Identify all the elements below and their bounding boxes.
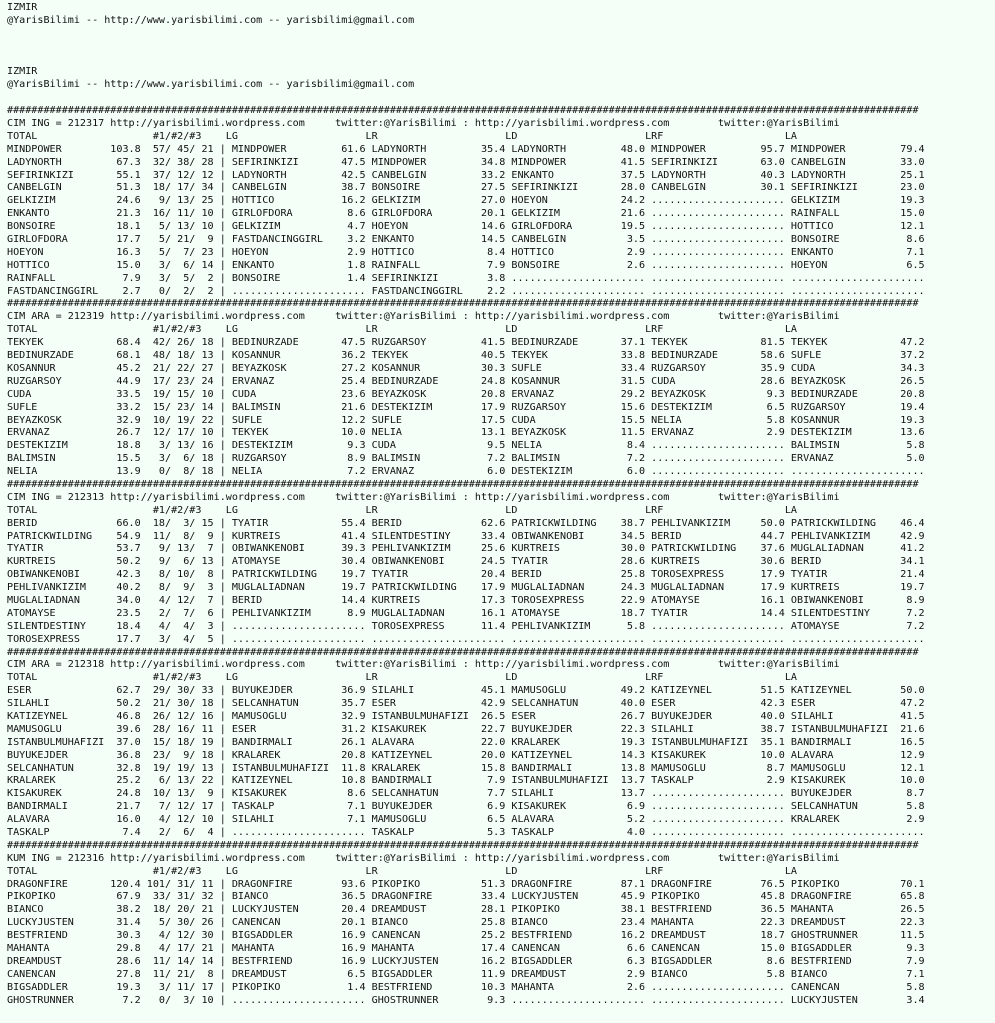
text-line <box>7 92 995 105</box>
text-line: ESER 62.7 29/ 30/ 33 | BÜYÜKEJDER 36.9 SILAHLI 45.1 MAMUSOGLU 49.2 KATIZEYNEL 51.5 KATIZEYNEL 50.0 <box>7 685 925 697</box>
text-line: DREAMDUST 28.6 11/ 14/ 14 | BESTFRIEND 16.9 LUCKYJUSTEN 16.2 BIGSADDLER 6.3 BIGSADDLER 8.6 BESTFRIEND 7.9 <box>7 955 925 967</box>
text-line: ISTANBULMUHAFIZI 37.0 15/ 18/ 19 | BANDIRMALI 26.1 ALAVARA 22.0 KRALAREK 19.3 ISTANBULMUHAFIZI 35.1 BANDIRMALI 16.5 <box>7 736 925 748</box>
text-line: FASTDANCINGGIRL 2.7 0/ 2/ 2 | ...................... FASTDANCINGGIRL 2.2 ...................... ...................... ...................... <box>7 285 925 297</box>
text-line: KRALAREK 25.2 6/ 13/ 22 | KATIZEYNEL 10.8 BANDIRMALI 7.9 ISTANBULMUHAFIZI 13.7 TASKALP 2.9 KISAKÜREK 10.0 <box>7 775 925 787</box>
text-line: MAMUSOGLU 39.6 28/ 16/ 11 | ESER 31.2 KISAKÜREK 22.7 BÜYÜKEJDER 22.3 SILAHLI 38.7 ISTANBULMUHAFIZI 21.6 <box>7 723 925 735</box>
text-line: BERID 66.0 18/ 3/ 15 | TYATIR 55.4 BERID 62.6 PATRICKWILDING 38.7 PEHLIVANKIZIM 50.0 PATRICKWILDING 46.4 <box>7 517 925 529</box>
text-line: RAINFALL 7.9 3/ 5/ 2 | BONSOIRE 1.4 SEFIRINKIZI 3.8 ...................... ...................... ...................... <box>7 272 925 284</box>
text-line: MINDPOWER 103.8 57/ 45/ 21 | MINDPOWER 61.6 LADYNORTH 35.4 LADYNORTH 48.0 MINDPOWER 95.7 MINDPOWER 79.4 <box>7 143 925 155</box>
text-line: PIKOPIKO 67.9 33/ 31/ 32 | BIANCO 36.5 DRAGONFIRE 33.4 LUCKYJUSTEN 45.9 PIKOPIKO 45.8 DRAGONFIRE 65.8 <box>7 891 925 903</box>
text-line: CANBELGIN 51.3 18/ 17/ 34 | CANBELGIN 38.7 BONSOIRE 27.5 SEFIRINKIZI 28.0 CANBELGIN 30.1 SEFIRINKIZI 23.0 <box>7 182 925 194</box>
text-line: ###################################################################################################################################################### <box>7 478 919 490</box>
text-line: BEYAZKÖSK 32.9 10/ 19/ 22 | SUFLE 12.2 SUFLE 17.5 CÜDA 15.5 NELIA 5.8 KOSANNUR 19.3 <box>7 414 925 426</box>
text-line: ###################################################################################################################################################### <box>7 839 919 851</box>
text-line: SILAHLI 50.2 21/ 30/ 18 | SELCANHATUN 35.7 ESER 42.9 SELCANHATUN 40.0 ESER 42.3 ESER 47.2 <box>7 698 925 710</box>
text-line: RÜZGARSOY 44.9 17/ 23/ 24 | ERVANAZ 25.4 BEDINURZADE 24.8 KOSANNUR 31.5 CÜDA 28.6 BEYAZKÖSK 26.5 <box>7 375 925 387</box>
text-line: ALAVARA 16.0 4/ 12/ 10 | SILAHLI 7.1 MAMUSOGLU 6.5 ALAVARA 5.2 ...................... KRALAREK 2.9 <box>7 814 925 826</box>
text-line: GHOSTRUNNER 7.2 0/ 3/ 10 | ...................... GHOSTRUNNER 9.3 ...................... ...................... LUCKYJUSTEN 3.4 <box>7 994 925 1006</box>
text-line: SILENTDESTINY 18.4 4/ 4/ 3 | ...................... TOROSEXPRESS 11.4 PEHLIVANKIZIM 5.8 ...................... ATOMAYSE 7.2 <box>7 620 925 632</box>
text-line <box>7 41 995 54</box>
text-line: BEDINURZADE 68.1 48/ 18/ 13 | KOSANNUR 36.2 TEKYEK 40.5 TEKYEK 33.8 BEDINURZADE 58.6 SUFLE 37.2 <box>7 350 925 362</box>
text-line: ENKANTO 21.3 16/ 11/ 10 | GIRLOFDORA 8.6 GIRLOFDORA 20.1 GELKIZIM 21.6 ...................... RAINFALL 15.0 <box>7 208 925 220</box>
text-line: CIM ING = 212317 http://yarisbilimi.wordpress.com twitter:@YarisBilimi : http://yarisbilimi.wordpress.com twitter:@YarisBilimi <box>7 118 840 130</box>
text-line: ###################################################################################################################################################### <box>7 646 919 658</box>
text-line: HOEYON 16.3 5/ 7/ 23 | HOEYON 2.9 HOTTICO 8.4 HOTTICO 2.9 ...................... ENKANTO 7.1 <box>7 246 925 258</box>
text-line <box>7 54 995 67</box>
text-line: CÜDA 33.5 19/ 15/ 10 | CÜDA 23.6 BEYAZKÖSK 20.8 ERVANAZ 29.2 BEYAZKÖSK 9.3 BEDINURZADE 20.8 <box>7 388 925 400</box>
text-line: ###################################################################################################################################################### <box>7 105 919 117</box>
text-line: BIANCO 38.2 18/ 20/ 21 | LUCKYJUSTEN 20.4 DREAMDUST 28.1 PIKOPIKO 38.1 BESTFRIEND 36.5 MAHANTA 26.5 <box>7 904 925 916</box>
text-line: NELIA 13.9 0/ 8/ 18 | NELIA 7.2 ERVANAZ 6.0 DESTEKIZIM 6.0 ...................... ...................... <box>7 466 925 478</box>
text-line: LADYNORTH 67.3 32/ 38/ 28 | SEFIRINKIZI 47.5 MINDPOWER 34.8 MINDPOWER 41.5 SEFIRINKIZI 63.0 CANBELGIN 33.0 <box>7 156 925 168</box>
text-line: PATRICKWILDING 54.9 11/ 8/ 9 | KURTREIS 41.4 SILENTDESTINY 33.4 OBIWANKENOBI 34.5 BERID 44.7 PEHLIVANKIZIM 42.9 <box>7 530 925 542</box>
text-line: KUM ING = 212316 http://yarisbilimi.wordpress.com twitter:@YarisBilimi : http://yarisbilimi.wordpress.com twitter:@YarisBilimi <box>7 852 840 864</box>
text-line: TYATIR 53.7 9/ 13/ 7 | OBIWANKENOBI 39.3 PEHLIVANKIZIM 25.6 KURTREIS 30.0 PATRICKWILDING 37.6 MUGLALIADNAN 41.2 <box>7 543 925 555</box>
text-line: DRAGONFIRE 120.4 101/ 31/ 11 | DRAGONFIRE 93.6 PIKOPIKO 51.3 DRAGONFIRE 87.1 DRAGONFIRE 76.5 PIKOPIKO 70.1 <box>7 878 925 890</box>
text-line: CIM ING = 212313 http://yarisbilimi.wordpress.com twitter:@YarisBilimi : http://yarisbilimi.wordpress.com twitter:@YarisBilimi <box>7 491 840 503</box>
text-line: KISAKÜREK 24.8 10/ 13/ 9 | KISAKÜREK 8.6 SELCANHATUN 7.7 SILAHLI 13.7 ...................... BÜYÜKEJDER 8.7 <box>7 788 925 800</box>
text-line <box>7 28 995 41</box>
text-line: GIRLOFDORA 17.7 5/ 21/ 9 | FASTDANCINGGIRL 3.2 ENKANTO 14.5 CANBELGIN 3.5 ...................... BONSOIRE 8.6 <box>7 234 925 246</box>
text-line: HOTTICO 15.0 3/ 6/ 14 | ENKANTO 1.8 RAINFALL 7.9 BONSOIRE 2.6 ...................... HOEYON 6.5 <box>7 259 925 271</box>
text-line: ###################################################################################################################################################### <box>7 298 919 310</box>
text-line: ERVANAZ 26.7 12/ 17/ 10 | TEKYEK 10.0 NELIA 13.1 BEYAZKÖSK 11.5 ERVANAZ 2.9 DESTEKIZIM 13.6 <box>7 427 925 439</box>
text-line: IZMIR <box>7 2 38 13</box>
text-line: TOTAL #1/#2/#3 LG LR LD LRF LA <box>7 324 798 336</box>
text-line: MAHANTA 29.8 4/ 17/ 21 | MAHANTA 16.9 MAHANTA 17.4 CANENCAN 6.6 CANENCAN 15.0 BIGSADDLER 9.3 <box>7 943 925 955</box>
text-line: GELKIZIM 24.6 9/ 13/ 25 | HOTTICO 16.2 GELKIZIM 27.0 HOEYON 24.2 ...................... GELKIZIM 19.3 <box>7 195 925 207</box>
text-line: KATIZEYNEL 46.8 26/ 12/ 16 | MAMUSOGLU 32.9 ISTANBULMUHAFIZI 26.5 ESER 26.7 BÜYÜKEJDER 40.0 SILAHLI 41.5 <box>7 710 925 722</box>
text-line: BIGSADDLER 19.3 3/ 11/ 17 | PIKOPIKO 1.4 BESTFRIEND 10.3 MAHANTA 2.6 ...................... CANENCAN 5.8 <box>7 981 925 993</box>
text-line: SUFLE 33.2 15/ 23/ 14 | BALIMSIN 21.6 DESTEKIZIM 17.9 RÜZGARSOY 15.6 DESTEKIZIM 6.5 RÜZGARSOY 19.4 <box>7 401 925 413</box>
text-line: PEHLIVANKIZIM 40.2 8/ 9/ 3 | MUGLALIADNAN 19.7 PATRICKWILDING 17.9 MUGLALIADNAN 24.3 MUGLALIADNAN 17.9 KURTREIS 19.7 <box>7 582 925 594</box>
text-line: BALIMSIN 15.5 3/ 6/ 18 | RÜZGARSOY 8.9 BALIMSIN 7.2 BALIMSIN 7.2 ...................... ERVANAZ 5.0 <box>7 453 925 465</box>
text-line: BANDIRMALI 21.7 7/ 12/ 17 | TASKALP 7.1 BÜYÜKEJDER 6.9 KISAKÜREK 6.9 ...................... SELCANHATUN 5.8 <box>7 801 925 813</box>
text-line: BÜYÜKEJDER 36.8 23/ 9/ 18 | KRALAREK 20.8 KATIZEYNEL 20.0 KATIZEYNEL 14.3 KISAKÜREK 10.0 ALAVARA 12.9 <box>7 749 925 761</box>
text-line: CIM ARA = 212319 http://yarisbilimi.wordpress.com twitter:@YarisBilimi : http://yarisbilimi.wordpress.com twitter:@YarisBilimi <box>7 311 840 323</box>
text-line: TASKALP 7.4 2/ 6/ 4 | ...................... TASKALP 5.3 TASKALP 4.0 ...................... ...................... <box>7 827 925 838</box>
text-line: LUCKYJUSTEN 31.4 5/ 30/ 26 | CANENCAN 20.1 BIANCO 25.8 BIANCO 23.4 MAHANTA 22.3 DREAMDUST 22.3 <box>7 917 925 929</box>
text-line: BONSOIRE 18.1 5/ 13/ 10 | GELKIZIM 4.7 HOEYON 14.6 GIRLOFDORA 19.5 ...................... HOTTICO 12.1 <box>7 221 925 233</box>
text-line: TOTAL #1/#2/#3 LG LR LD LRF LA <box>7 504 798 516</box>
text-line: TOTAL #1/#2/#3 LG LR LD LRF LA <box>7 672 798 684</box>
text-line: OBIWANKENOBI 42.3 8/ 10/ 8 | PATRICKWILDING 19.7 TYATIR 20.4 BERID 25.8 TOROSEXPRESS 17.9 TYATIR 21.4 <box>7 569 925 581</box>
text-line: BESTFRIEND 30.3 4/ 12/ 30 | BIGSADDLER 16.9 CANENCAN 25.2 BESTFRIEND 16.2 DREAMDUST 18.7 GHOSTRUNNER 11.5 <box>7 930 925 942</box>
text-line: IZMIR <box>7 66 38 78</box>
text-line: @YarisBilimi -- http://www.yarisbilimi.com -- yarisbilimi@gmail.com <box>7 79 415 91</box>
text-line: CANENCAN 27.8 11/ 21/ 8 | DREAMDUST 6.5 BIGSADDLER 11.9 DREAMDUST 2.9 BIANCO 5.8 BIANCO 7.1 <box>7 968 925 980</box>
text-line: SELCANHATUN 32.8 19/ 19/ 13 | ISTANBULMUHAFIZI 11.8 KRALAREK 15.8 BANDIRMALI 13.8 MAMUSOGLU 8.7 MAMUSOGLU 12.1 <box>7 762 925 774</box>
text-line: KURTREIS 50.2 9/ 6/ 13 | ATOMAYSE 30.4 OBIWANKENOBI 24.5 TYATIR 28.6 KURTREIS 30.6 BERID 34.1 <box>7 556 925 568</box>
text-line: TOROSEXPRESS 17.7 3/ 4/ 5 | ...................... ...................... ...................... ...................... ...................... <box>7 633 925 645</box>
text-line: SEFIRINKIZI 55.1 37/ 12/ 12 | LADYNORTH 42.5 CANBELGIN 33.2 ENKANTO 37.5 LADYNORTH 40.3 LADYNORTH 25.1 <box>7 169 925 181</box>
text-line: ATOMAYSE 23.5 2/ 7/ 6 | PEHLIVANKIZIM 8.9 MUGLALIADNAN 16.1 ATOMAYSE 18.7 TYATIR 14.4 SILENTDESTINY 7.2 <box>7 607 925 619</box>
text-line: TEKYEK 68.4 42/ 26/ 18 | BEDINURZADE 47.5 RÜZGARSOY 41.5 BEDINURZADE 37.1 TEKYEK 81.5 TEKYEK 47.2 <box>7 337 925 349</box>
text-line: DESTEKIZIM 18.8 3/ 13/ 16 | DESTEKIZIM 9.3 CÜDA 9.5 NELIA 8.4 ...................... BALIMSIN 5.8 <box>7 440 925 452</box>
text-line: MUGLALIADNAN 34.0 4/ 12/ 7 | BERID 14.4 KURTREIS 17.3 TOROSEXPRESS 22.9 ATOMAYSE 16.1 OBIWANKENOBI 8.9 <box>7 594 925 606</box>
text-line: CIM ARA = 212318 http://yarisbilimi.wordpress.com twitter:@YarisBilimi : http://yarisbilimi.wordpress.com twitter:@YarisBilimi <box>7 659 840 671</box>
text-line: KOSANNUR 45.2 21/ 22/ 27 | BEYAZKÖSK 27.2 KOSANNUR 30.3 SUFLE 33.4 RÜZGARSOY 35.9 CÜDA 34.3 <box>7 362 925 374</box>
text-line: TOTAL #1/#2/#3 LG LR LD LRF LA <box>7 130 798 142</box>
text-line: @YarisBilimi -- http://www.yarisbilimi.com -- yarisbilimi@gmail.com <box>7 14 415 26</box>
text-line: TOTAL #1/#2/#3 LG LR LD LRF LA <box>7 865 798 877</box>
